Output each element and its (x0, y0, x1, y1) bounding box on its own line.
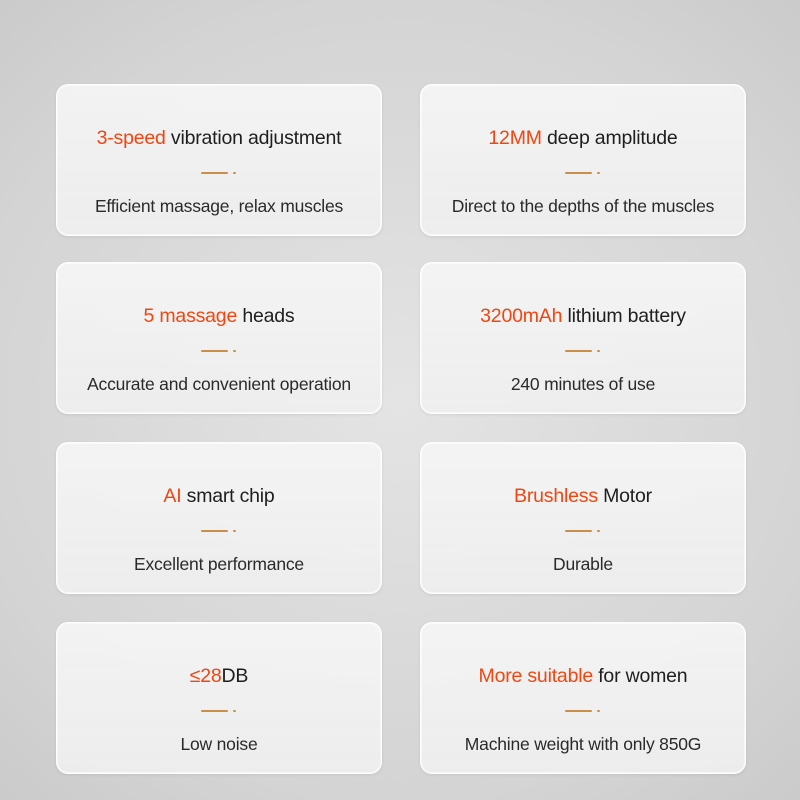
divider-bar (565, 530, 592, 532)
feature-title-rest: vibration adjustment (165, 127, 342, 149)
feature-subtitle: Durable (553, 554, 613, 574)
feature-card-battery (420, 262, 746, 414)
divider-bar (201, 172, 228, 174)
feature-highlight: 12MM (488, 127, 542, 149)
feature-card-motor (420, 442, 746, 594)
feature-highlight: More suitable (478, 665, 593, 687)
feature-title (421, 303, 745, 329)
feature-title-rest: Motor (597, 485, 652, 507)
divider-bar (201, 350, 228, 352)
feature-title (421, 483, 745, 509)
feature-subtitle: Excellent performance (134, 554, 304, 574)
divider-bar (565, 710, 592, 712)
feature-title (421, 125, 745, 151)
feature-highlight: 5 massage (143, 305, 238, 327)
feature-subtitle: Efficient massage, relax muscles (94, 196, 344, 216)
feature-card-smart-chip (56, 442, 382, 594)
divider-bar (565, 172, 592, 174)
gold-divider (201, 529, 237, 533)
divider-dot (597, 710, 600, 712)
feature-highlight: Brushless (514, 485, 598, 507)
feature-highlight: AI (163, 485, 182, 507)
gold-divider (565, 709, 601, 713)
divider-dot (233, 172, 236, 174)
feature-title-rest: lithium battery (562, 305, 686, 327)
feature-title-rest: deep amplitude (541, 127, 678, 149)
feature-title-rest: DB (221, 665, 249, 687)
feature-title (57, 663, 381, 689)
feature-card-noise (56, 622, 382, 774)
feature-title-rest: for women (593, 665, 688, 687)
divider-bar (201, 710, 228, 712)
feature-card-weight (420, 622, 746, 774)
divider-bar (201, 530, 228, 532)
divider-dot (233, 710, 236, 712)
feature-title-rest: heads (237, 305, 295, 327)
gold-divider (565, 171, 601, 175)
divider-dot (597, 350, 600, 352)
feature-card-amplitude (420, 84, 746, 236)
gold-divider (201, 349, 237, 353)
feature-card-vibration (56, 84, 382, 236)
feature-subtitle: Accurate and convenient operation (87, 374, 351, 394)
feature-subtitle: Low noise (180, 734, 258, 754)
feature-subtitle: Machine weight with only 850G (464, 734, 702, 754)
feature-highlight: 3200mAh (480, 305, 563, 327)
divider-bar (565, 350, 592, 352)
feature-subtitle: 240 minutes of use (510, 374, 656, 394)
gold-divider (565, 529, 601, 533)
feature-title (57, 303, 381, 329)
gold-divider (201, 709, 237, 713)
feature-highlight: ≤28 (189, 665, 222, 687)
divider-dot (233, 350, 236, 352)
feature-card-massage-heads (56, 262, 382, 414)
divider-dot (597, 172, 600, 174)
feature-title (57, 125, 381, 151)
feature-title (57, 483, 381, 509)
gold-divider (565, 349, 601, 353)
divider-dot (233, 530, 236, 532)
divider-dot (597, 530, 600, 532)
feature-title (421, 663, 745, 689)
gold-divider (201, 171, 237, 175)
feature-highlight: 3-speed (96, 127, 166, 149)
feature-title-rest: smart chip (181, 485, 275, 507)
feature-subtitle: Direct to the depths of the muscles (451, 196, 715, 216)
